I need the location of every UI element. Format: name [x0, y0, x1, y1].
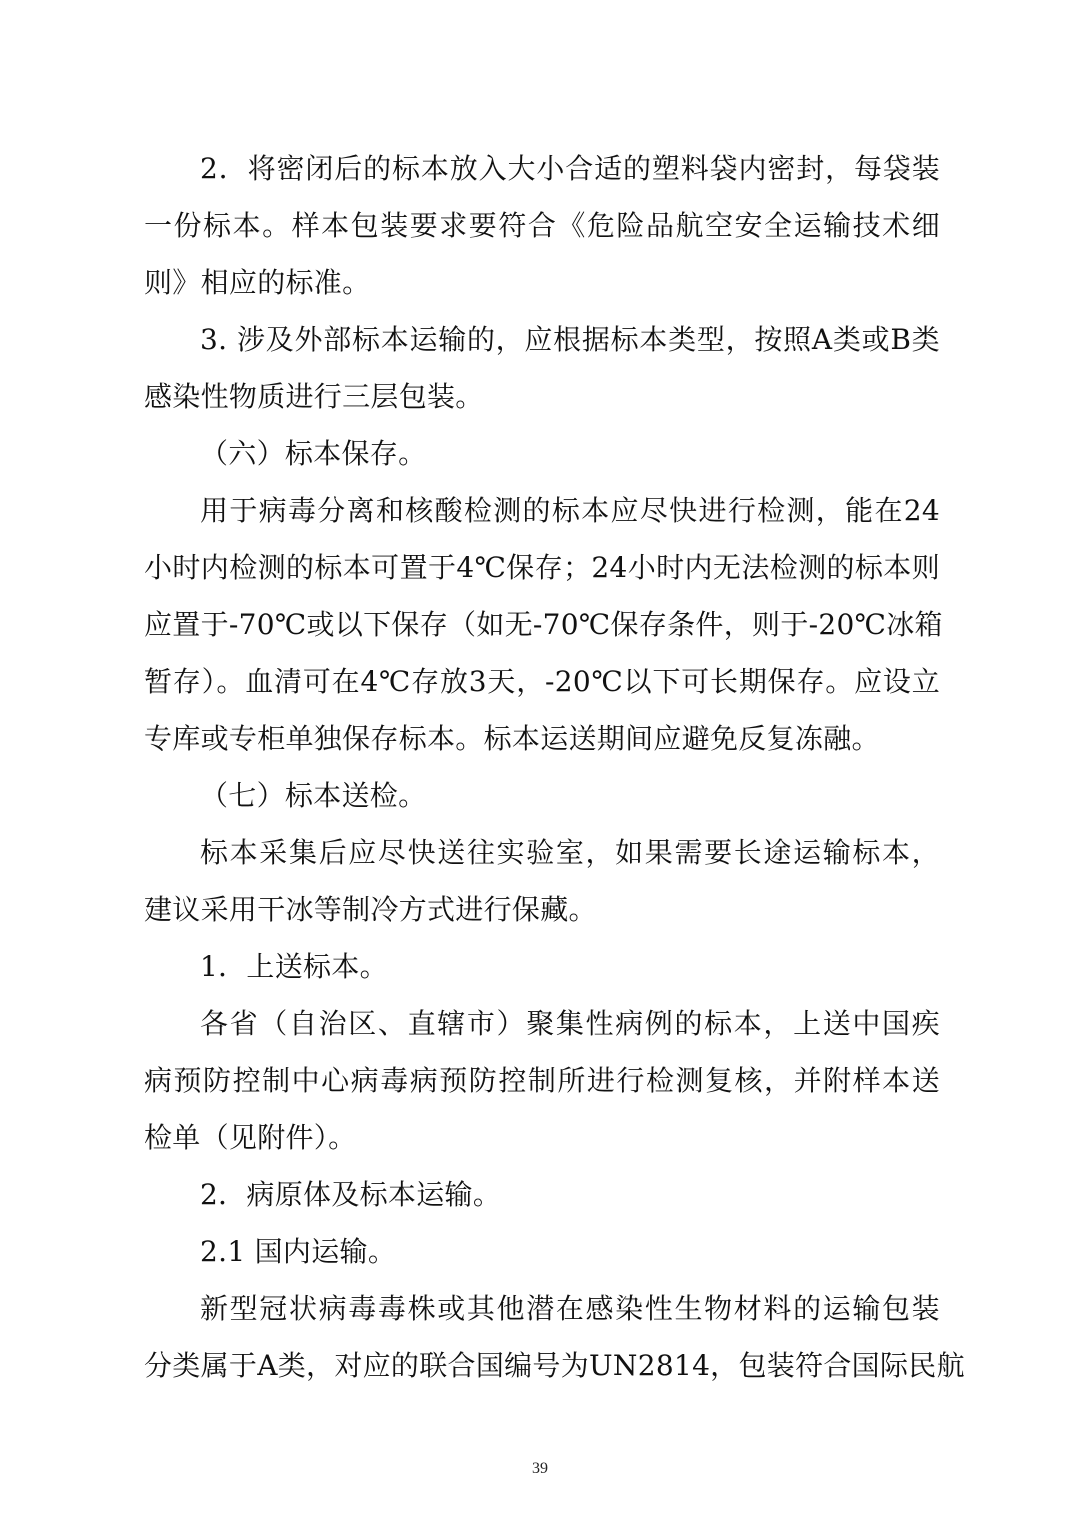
paragraph-line: 2．将密闭后的标本放入大小合适的塑料袋内密封，每袋装: [200, 152, 940, 185]
paragraph-line: 用于病毒分离和核酸检测的标本应尽快进行检测，能在24: [200, 494, 940, 527]
paragraph-line: 病预防控制中心病毒病预防控制所进行检测复核，并附样本送: [144, 1064, 940, 1097]
paragraph-line: 建议采用干冰等制冷方式进行保藏。: [144, 893, 597, 926]
paragraph-line: 3. 涉及外部标本运输的，应根据标本类型，按照A类或B类: [200, 323, 940, 356]
subsection-heading: 1．上送标本。: [200, 950, 388, 983]
paragraph-line: 暂存）。血清可在4℃存放3天，-20℃以下可长期保存。应设立: [144, 665, 940, 698]
paragraph-line: 检单（见附件）。: [144, 1121, 357, 1154]
page-number: 39: [532, 1460, 548, 1477]
paragraph-line: 专库或专柜单独保存标本。标本运送期间应避免反复冻融。: [144, 722, 880, 755]
subsection-heading: 2．病原体及标本运输。: [200, 1178, 502, 1211]
paragraph-line: 则》相应的标准。: [144, 266, 371, 299]
paragraph-line: 分类属于A类，对应的联合国编号为UN2814，包装符合国际民航: [144, 1349, 965, 1382]
paragraph-line: 一份标本。样本包装要求要符合《危险品航空安全运输技术细: [144, 209, 940, 242]
paragraph-line: 应置于-70℃或以下保存（如无-70℃保存条件，则于-20℃冰箱: [144, 608, 943, 641]
paragraph-line: 感染性物质进行三层包装。: [144, 380, 484, 413]
paragraph-line: 各省（自治区、直辖市）聚集性病例的标本，上送中国疾: [200, 1007, 940, 1040]
page-body: [144, 140, 965, 1394]
section-heading: （七）标本送检。: [200, 779, 427, 812]
section-heading: （六）标本保存。: [200, 437, 427, 470]
subsection-heading: 2.1 国内运输。: [200, 1235, 397, 1268]
paragraph-line: 小时内检测的标本可置于4℃保存；24小时内无法检测的标本则: [144, 551, 940, 584]
paragraph-line: 新型冠状病毒毒株或其他潜在感染性生物材料的运输包装: [200, 1292, 940, 1325]
paragraph-line: 标本采集后应尽快送往实验室，如果需要长途运输标本，: [200, 836, 940, 869]
